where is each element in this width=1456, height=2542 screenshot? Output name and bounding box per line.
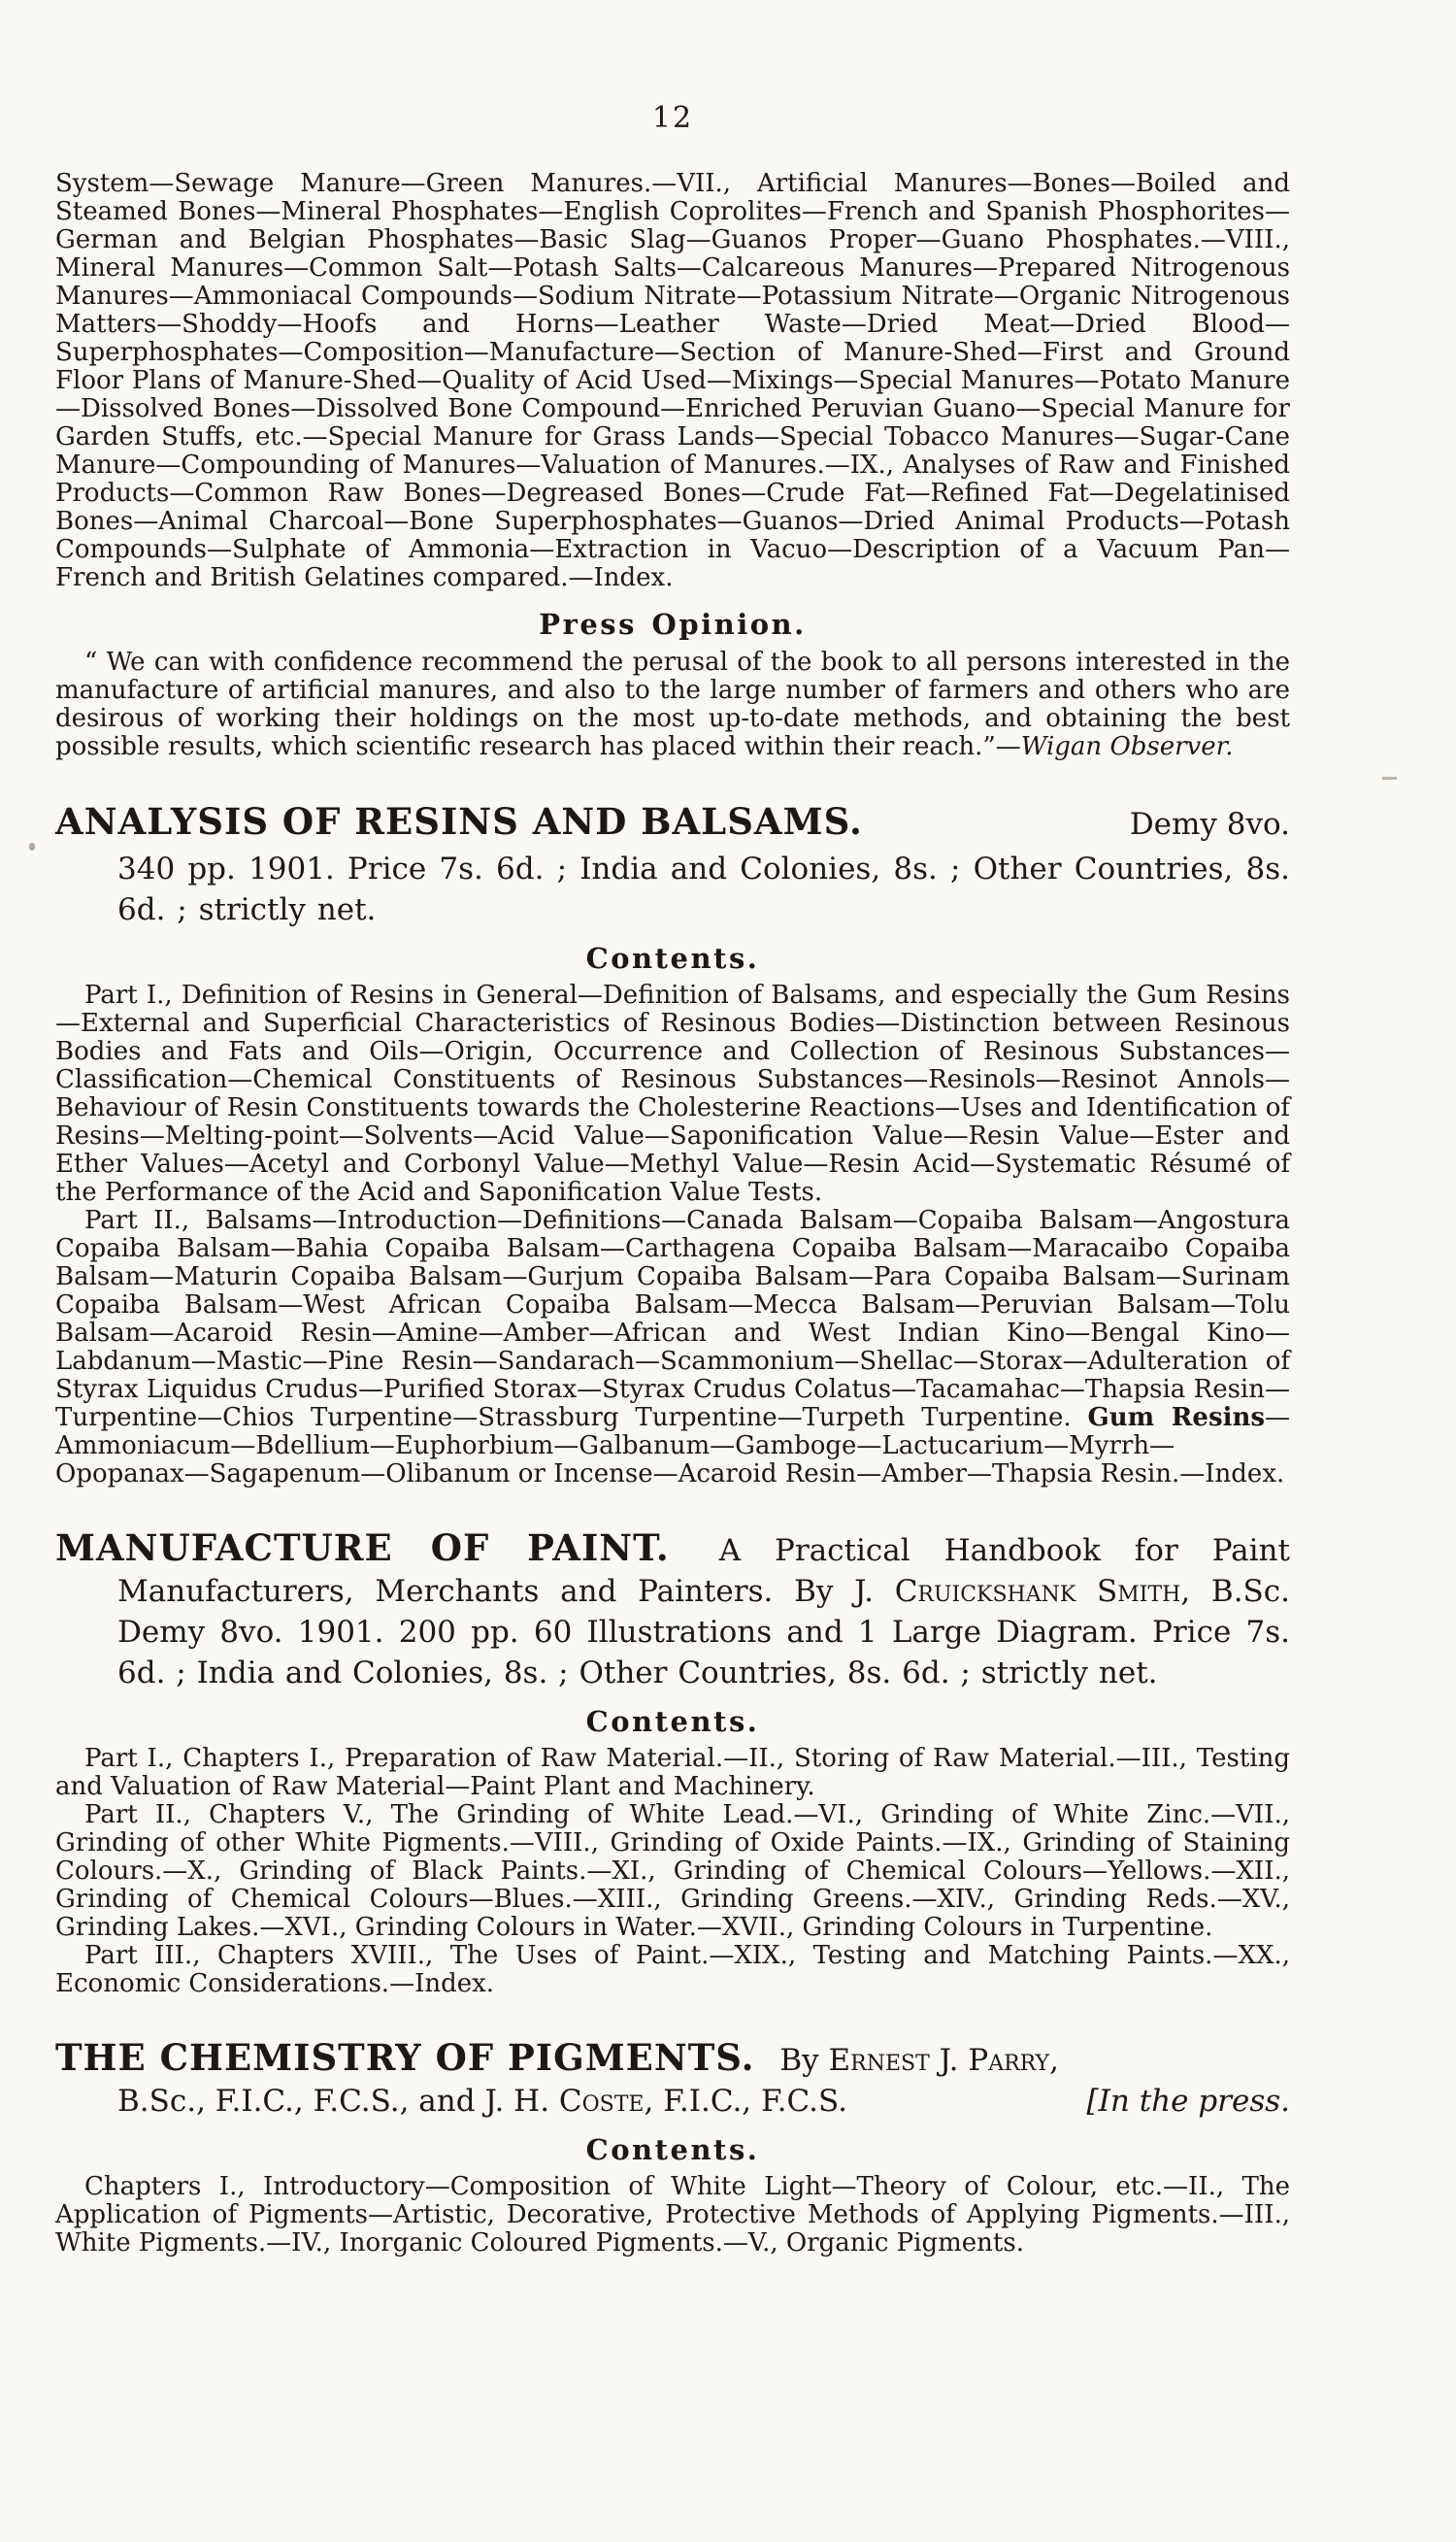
book-title: THE CHEMISTRY OF PIGMENTS. (55, 2036, 755, 2079)
contents-heading: Contents. (585, 2133, 760, 2166)
contents-part-2-text: Part II., Balsams—Introduction—Definitions—Canada Balsam—Copaiba Balsam—Angostura Copaiba Balsam—Bahia Copaiba Balsam—Carthagena Copaiba Balsam—Maracaibo Copaiba Balsam—Maturin Copaiba Balsam—Gurjum Copaiba Balsam—Para Copaiba Balsam—Surinam Copaiba Balsam—West African Copaiba Balsam—Mecca Balsam—Peruvian Balsam—Tolu Balsam—Acaroid Resin—Amine—Amber—African and West Indian Kino—Bengal Kino—Labdanum—Mastic—Pine Resin—Sandarach—Scammonium—Shellac—Storax—Adulteration of Styrax Liquidus Crudus—Purified Storax—Styrax Crudus Colatus—Tacamahac—Thapsia Resin—Turpentine—Chios Turpentine—Strassburg Turpentine—Turpeth Turpentine. (55, 1206, 1290, 1432)
contents-chapters: Chapters I., Introductory—Composition of White Light—Theory of Colour, etc.—II., The Application of Pigments—Artistic, Decorative, Protective Methods of Applying Pigments.—III., White Pigments.—IV., Inorganic Coloured Pigments.—V., Organic Pigments. (55, 2172, 1290, 2258)
contents-part-1: Part I., Definition of Resins in General—Definition of Balsams, and especially the Gum Resins—External and Superficial Characteristics of Resinous Bodies—Distinction between Resinous Bodies and Fats and Oils—Origin, Occurrence and Collection of Resinous Substances—Classification—Chemical Constituents of Resinous Substances—Resinols—Resinot Annols—Behaviour of Resin Constituents towards the Cholesterine Reactions—Uses and Identification of Resins—Melting-point—Solvents—Acid Value—Saponification Value—Resin Value—Ester and Ether Values—Acetyl and Corbonyl Value—Methyl Value—Resin Acid—Systematic Résumé of the Performance of the Acid and Saponification Value Tests. (55, 981, 1290, 1207)
book-heading (55, 1527, 1290, 1693)
author-qualifications (117, 2081, 847, 2122)
book-format: Demy 8vo. (1129, 807, 1290, 842)
book-title-row (55, 800, 1290, 845)
page-content (55, 0, 1290, 2258)
book-subtitle: A Practical Handbook for Paint Manufacturers, Merchants and Painters. By J. (117, 1533, 1290, 1609)
book-author-2: Coste (558, 2084, 645, 2119)
contents-heading: Contents. (585, 1705, 760, 1738)
contents-part-2: Part II., Chapters V., The Grinding of White Lead.—VI., Grinding of White Zinc.—VII., Grinding of other White Pigments.—VIII., Grinding of Oxide Paints.—IX., Grinding of Staining Colours.—X., Grinding of Black Paints.—XI., Grinding of Chemical Colours—Yellows.—XII., Grinding of Chemical Colours—Blues.—XIII., Grinding Greens.—XIV., Grinding Reds.—XV., Grinding Lakes.—XVI., Grinding Colours in Water.—XVII., Grinding Colours in Turpentine. (55, 1800, 1290, 1942)
gum-resins-bold-label: Gum Resins (1087, 1403, 1265, 1432)
book-title: MANUFACTURE OF PAINT. (55, 1526, 670, 1569)
byline: By (770, 2043, 829, 2078)
book-heading (55, 2037, 1290, 2122)
press-opinion-heading: Press Opinion. (539, 608, 807, 641)
contents-part-1: Part I., Chapters I., Preparation of Raw Material.—II., Storing of Raw Material.—III., Testing and Valuation of Raw Material—Paint Plant and Machinery. (55, 1744, 1290, 1801)
contents-heading: Contents. (585, 942, 760, 975)
in-the-press-note: [In the press. (1086, 2084, 1290, 2119)
book-details: 340 pp. 1901. Price 7s. 6d. ; India and Colonies, 8s. ; Other Countries, 8s. 6d. ; strictly net. (117, 852, 1290, 927)
book-entry-analysis-of-resins (55, 800, 1290, 1488)
contents-part-2 (55, 1207, 1290, 1488)
quote-source: Wigan Observer. (1020, 732, 1234, 761)
page-number: 12 (651, 101, 694, 135)
book-details: , B.Sc. Demy 8vo. 1901. 200 pp. 60 Illustrations and 1 Large Diagram. Price 7s. 6d. ; India and Colonies, 8s. ; Other Countries, 8s. 6d. ; strictly net. (117, 1574, 1291, 1690)
book-heading-line-2 (55, 2081, 1290, 2122)
book-entry-manufacture-of-paint (55, 1527, 1290, 1998)
book-title: ANALYSIS OF RESINS AND BALSAMS. (55, 800, 863, 843)
contents-part-2-continued: —Ammoniacum—Bdellium—Euphorbium—Galbanum—Gamboge—Lactucarium—Myrrh—Opopanax—Sagapenum—Olibanum or Incense—Acaroid Resin—Amber—Thapsia Resin.—Index. (55, 1403, 1290, 1488)
byline-continued: B.Sc., F.I.C., F.C.S., and J. H. (117, 2084, 559, 2119)
book-author-1: Ernest J. Parry, (828, 2043, 1059, 2078)
scan-artifact-dot (29, 843, 35, 851)
book-heading-line-1 (55, 2037, 1290, 2081)
byline-end: , F.I.C., F.C.S. (644, 2084, 847, 2119)
book-entry-chemistry-of-pigments (55, 2037, 1290, 2258)
book-author: Cruickshank Smith (894, 1574, 1181, 1609)
continued-contents-paragraph: System—Sewage Manure—Green Manures.—VII., Artificial Manures—Bones—Boiled and Steamed Bones—Mineral Phosphates—English Coprolites—French and Spanish Phosphorites—German and Belgian Phosphates—Basic Slag—Guanos Proper—Guano Phosphates.—VIII., Mineral Manures—Common Salt—Potash Salts—Calcareous Manures—Prepared Nitrogenous Manures—Ammoniacal Compounds—Sodium Nitrate—Potassium Nitrate—Organic Nitrogenous Matters—Shoddy—Hoofs and Horns—Leather Waste—Dried Meat—Dried Blood—Superphosphates—Composition—Manufacture—Section of Manure-Shed—First and Ground Floor Plans of Manure-Shed—Quality of Acid Used—Mixings—Special Manures—Potato Manure—Dissolved Bones—Dissolved Bone Compound—Enriched Peruvian Guano—Special Manure for Garden Stuffs, etc.—Special Manure for Grass Lands—Special Tobacco Manures—Sugar-Cane Manure—Compounding of Manures—Valuation of Manures.—IX., Analyses of Raw and Finished Products—Common Raw Bones—Degreased Bones—Crude Fat—Refined Fat—Degelatinised Bones—Animal Charcoal—Bone Superphosphates—Guanos—Dried Animal Products—Potash Compounds—Sulphate of Ammonia—Extraction in Vacuo—Description of a Vacuum Pan—French and British Gelatines compared.—Index. (55, 169, 1290, 592)
contents-part-3: Part III., Chapters XVIII., The Uses of Paint.—XIX., Testing and Matching Paints.—XX., Economic Considerations.—Index. (55, 1941, 1290, 1998)
scan-artifact-dash (1382, 777, 1397, 780)
quote-text: “ We can with confidence recommend the perusal of the book to all persons interested in the manufacture of artificial manures, and also to the large number of farmers and others who are desirous of working their holdings on the most up-to-date methods, and obtaining the best possible results, which scientific research has placed within their reach.”— (55, 648, 1290, 761)
press-opinion-quote (55, 649, 1290, 761)
